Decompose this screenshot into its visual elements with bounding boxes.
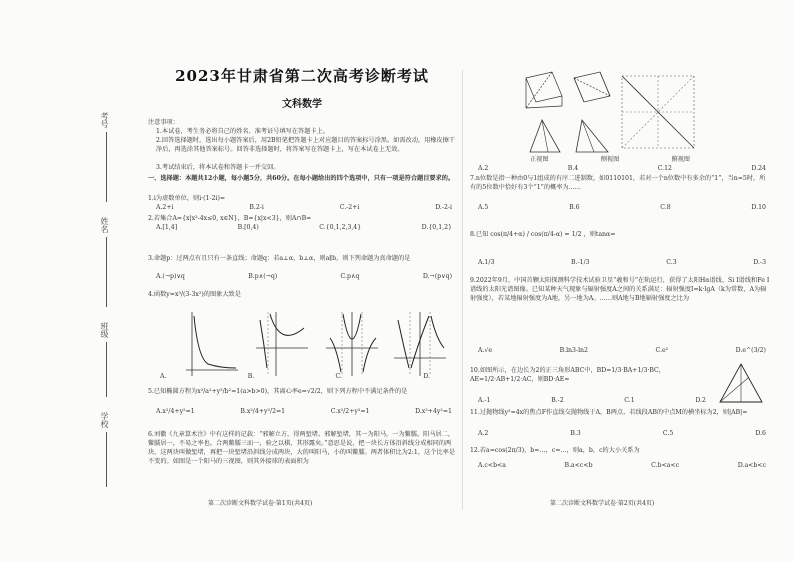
question-2-options [156,223,452,232]
question-4-graphs [172,308,452,380]
front-view [530,120,560,152]
graph-label: B. [247,373,255,380]
question-9: 9.2022年9月，中国首颗太阳探测科学技术试验卫星“羲和号”在轨运行，获得了太阳Hα谱线、Si Ⅰ谱线和Fe Ⅰ谱线的太阳光谱图像。已知某种天气现象与辐射强度A之间的关系满足：辐射强度I=k·lgA（k为常数，A为辐射强度），若某地辐射强度为A地，另一地为A。……则A地与B地辐射强度之比为 [470,277,770,302]
option: A.-1 [478,397,491,404]
graph-option-b [256,312,308,376]
question-6-view-labels [530,155,690,164]
option: A.2+i [156,204,174,211]
option: B.p∧(¬q) [248,273,278,280]
gutter-label-class: 班级 [100,322,109,338]
option: B.a<c<b [564,462,593,469]
option: B.4 [567,165,579,172]
option: C.-2+i [339,204,360,211]
view-label: 正视图 [530,156,549,163]
option: C.1 [624,397,635,404]
option: C.p∧q [340,273,360,280]
question-10: 10.如图所示，在边长为2的正三角形ABC中，BD=1/3·BA+1/3·BC，AE=1/2·AB+1/2·AC，则BD·AE= [470,367,665,383]
notice-item: 2.回答选择题时，选出每小题答案后，用2B铅笔把答题卡上对应题目的答案标号涂黑。如需改动，用橡皮擦干净后，再选涂其他答案标号。回答非选择题时，将答案写在答题卡上，写在本试卷上无效。 [156,137,456,153]
option: B.3 [570,430,581,437]
question-5-options [156,407,452,416]
page-footer: 第二次诊断文科数学试卷·第1页(共4页) [208,500,313,507]
gutter-line [106,432,107,487]
option: D.e^(3/2) [735,347,766,354]
gutter-label-name: 姓名 [100,217,109,233]
option: D.-3 [753,259,766,266]
page-divider [462,70,463,510]
option: A.x²/4+y²=1 [156,408,195,415]
gutter-line [106,132,107,202]
option: A.c<b<a [478,462,506,469]
option: B.x²/4+y²/2=1 [240,408,286,415]
question-12-options [478,461,766,470]
option: C.e² [655,347,669,354]
option: A.2 [478,430,489,437]
option: A.1/3 [478,259,495,266]
option: C.5 [662,430,674,437]
question-9-options [478,346,766,355]
question-3: 3.命题p：过两点有且只有一条直线；命题q：若a⊥α，b⊥α，则a∥b，则下列命题为真命题的是 [148,255,411,262]
question-5: 5.已知椭圆方程为x²/a²+y²/b²=1(a>b>0)，其离心率e=√2/2，则下列方程中不满足条件的是 [148,388,408,395]
option: C.3 [666,259,677,266]
solid-figure [574,72,610,102]
binding-gutter [92,92,142,492]
view-label: 俯视图 [671,156,690,163]
question-6-figures [518,68,708,160]
question-3-options [156,272,452,281]
graph-label: A. [160,373,167,380]
triangle-figure [710,358,768,408]
option: A.√e [478,347,493,354]
option: D.2 [695,397,706,404]
option: A.(¬p)∨q [156,273,185,280]
option: D.a<b<c [737,462,766,469]
exam-title: 2023年甘肃省第二次高考诊断考试 [175,67,429,85]
question-1-options [156,203,452,212]
question-6: 6.刘徽《九章算术注》中有这样的记载：“邪解立方，得两堑堵。邪解堑堵，其一为阳马，一为鳖臑。阳马居二，鳖臑居一，不易之率也。合两鳖臑三而一，验之以棋，其形露矣。”意思是说，把一块长方体沿斜线分成相同的两块，这两块叫做堑堵，再把一块堑堵沿斜线分成两块，大的叫阳马，小的叫鳖臑。两者体积比为2:1，这个比率是不变的。如图是一个阳马的三视图，则其外接球的表面积为 [148,431,455,465]
option: D.-2-i [435,204,452,211]
question-11-options [478,429,766,438]
option: C.8 [660,204,671,211]
option: B.-2 [551,397,564,404]
gutter-line [106,342,107,397]
question-6-options [478,164,766,173]
option: D.6 [755,430,766,437]
question-11: 11.过抛物线y²=4x的焦点F作直线交抛物线于A，B两点，若线段AB的中点M的横坐标为2，则|AB|= [470,409,748,416]
solid-figure [526,72,562,108]
question-1: 1.i为虚数单位，则i·(1-2i)= [148,195,226,202]
graph-option-d [394,312,446,376]
option: C.b<a<c [651,462,680,469]
graph-option-c [326,312,378,376]
question-7: 7.n位数是指一种由0与1组成的有序二进制数，如0110101，若对一个n位数中有多余的“1”，当n=5时，所有的5位数中恰好有3个“1”的概率为…… [470,175,766,191]
option: C.12 [657,165,672,172]
question-2: 2.若集合A={x|x²-4x≤0, x∈N}，B={x|x<3}，则A∩B= [148,215,312,222]
question-10-options [478,396,706,405]
side-view [576,120,608,152]
option: B.6 [569,204,580,211]
option: D.10 [751,204,766,211]
page-left [148,0,456,561]
option: B.ln3-ln2 [559,347,588,354]
question-4: 4.函数y=x³/(3-3x²)的图象大致是 [148,291,241,298]
question-12: 12.若a=cos(2π/3)，b=…，c=…，则a，b，c的大小关系为 [470,447,640,454]
view-label: 侧视图 [600,156,620,163]
question-8-options [478,258,766,267]
option: D.¬(p∨q) [422,273,452,280]
question-4-labels [160,372,430,381]
option: D.x²+4y²=1 [415,408,452,415]
graph-label: D. [423,373,430,380]
option: B.2-i [249,204,264,211]
graph-option-a [186,312,238,376]
top-view [622,76,694,148]
option: A.5 [478,204,489,211]
page-footer: 第二次诊断文科数学试卷·第2页(共4页) [550,500,655,507]
gutter-label-exam-number: 考号 [100,112,109,128]
page-right [470,0,770,561]
option: D.24 [751,165,766,172]
section-heading: 一、选择题：本题共12小题，每小题5分，共60分。在每小题给出的四个选项中，只有一项是符合题目要求的。 [148,175,455,182]
question-7-options [478,203,766,212]
option: C.{0,1,2,3,4} [319,224,362,231]
graph-label: C. [335,373,342,380]
option: A.[1,4] [156,224,178,231]
option: A.2 [478,165,489,172]
notice-item: 1.本试卷，考生务必将自己的姓名、准考证号填写在答题卡上。 [156,128,329,135]
gutter-line [106,237,107,307]
notice-title: 注意事项： [148,119,179,126]
gutter-label-school: 学校 [100,412,109,428]
exam-subtitle: 文科数学 [282,99,322,110]
option: B.[0,4) [237,224,259,231]
option: C.x²/2+y²=1 [330,408,370,415]
option: B.-1/3 [571,259,590,266]
question-8: 8.已知 cos(π/4+α) / cos(π/4-α) = 1/2 ，则tanα= [470,231,616,238]
option: D.{0,1,2} [421,224,452,231]
notice-item: 3.考试结束后，将本试卷和答题卡一并交回。 [156,164,280,171]
